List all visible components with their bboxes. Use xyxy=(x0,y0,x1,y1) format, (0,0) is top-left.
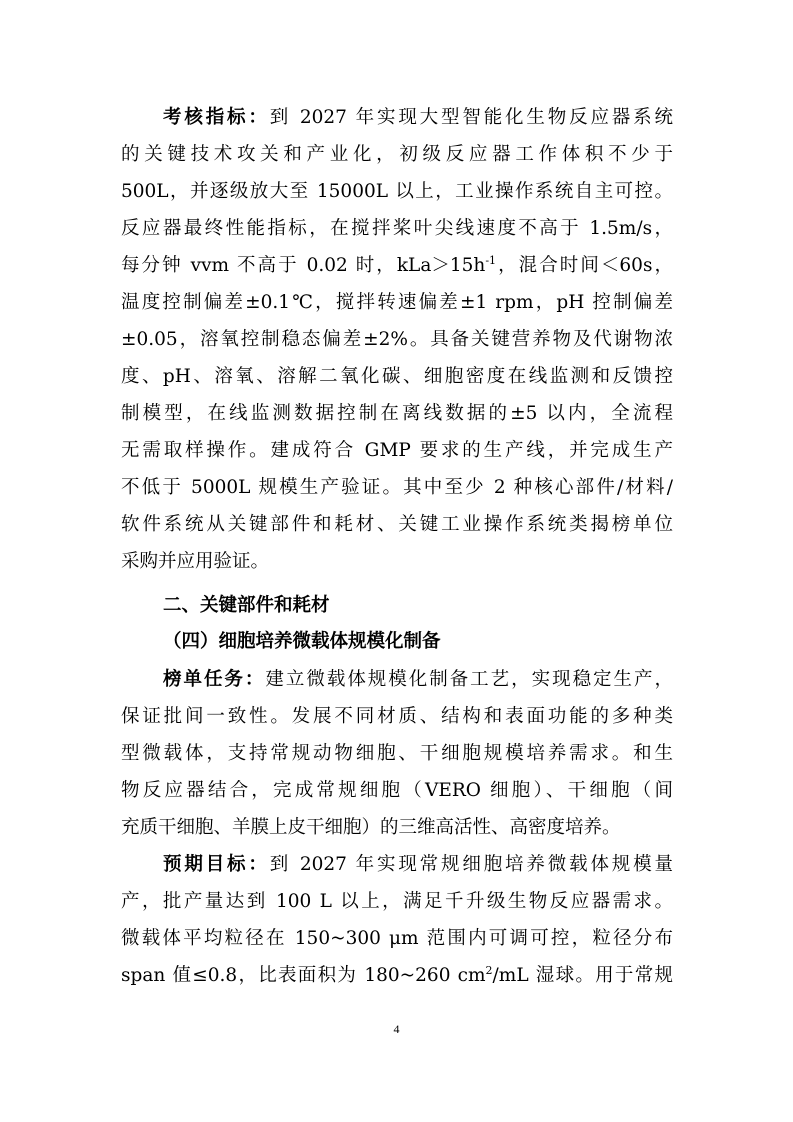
paragraph-line: 温度控制偏差±0.1℃，搅拌转速偏差±1 rpm，pH 控制偏差 xyxy=(121,292,673,313)
section-heading: 二、关键部件和耗材 xyxy=(163,595,330,616)
paragraph-line: ±0.05，溶氧控制稳态偏差±2%。具备关键营养物及代谢物浓 xyxy=(121,329,673,350)
label-colon: ： xyxy=(248,107,270,128)
paragraph-line: 采购并应用验证。 xyxy=(121,551,270,572)
paragraph-line: 保证批间一致性。发展不同材质、结构和表面功能的多种类 xyxy=(121,706,673,727)
paragraph-line: 反应器最终性能指标，在搅拌桨叶尖线速度不高于 1.5m/s， xyxy=(121,218,673,239)
paragraph-line xyxy=(163,665,673,695)
paragraph-line: 产，批产量达到 100 L 以上，满足千升级生物反应器需求。 xyxy=(121,891,673,912)
line-text: /mL 湿球。用于常规 xyxy=(492,965,673,986)
section-label-yuqi: 预期目标 xyxy=(163,854,249,875)
subsection-heading: （四）细胞培养微载体规模化制备 xyxy=(163,631,441,652)
paragraph-line: 物反应器结合，完成常规细胞（VERO 细胞）、干细胞（间 xyxy=(121,780,673,801)
paragraph-line xyxy=(121,251,673,281)
label-colon: ： xyxy=(248,854,270,875)
section-label-kaohe: 考核指标 xyxy=(163,107,249,128)
label-colon: ： xyxy=(244,669,266,690)
paragraph-line xyxy=(163,103,673,133)
page-number: 4 xyxy=(393,1022,400,1036)
paragraph-line: 不低于 5000L 规模生产验证。其中至少 2 种核心部件/材料/ xyxy=(121,477,673,498)
paragraph-line: 软件系统从关键部件和耗材、关键工业操作系统类揭榜单位 xyxy=(121,514,673,535)
paragraph-line xyxy=(121,961,673,991)
paragraph-line: 微载体平均粒径在 150~300 μm 范围内可调可控，粒径分布 xyxy=(121,928,673,949)
paragraph-line: 度、pH、溶氧、溶解二氧化碳、细胞密度在线监测和反馈控 xyxy=(121,366,673,387)
paragraph-line: 500L，并逐级放大至 15000L 以上，工业操作系统自主可控。 xyxy=(121,181,673,202)
superscript: -1 xyxy=(485,253,497,267)
paragraph-line: 无需取样操作。建成符合 GMP 要求的生产线，并完成生产 xyxy=(121,440,673,461)
paragraph-line: 型微载体，支持常规动物细胞、干细胞规模培养需求。和生 xyxy=(121,743,673,764)
section-label-bangdan: 榜单任务 xyxy=(163,669,245,690)
paragraph-line: 制模型，在线监测数据控制在离线数据的±5 以内，全流程 xyxy=(121,403,673,424)
line-text: ，混合时间＜60s， xyxy=(496,255,674,276)
paragraph-line: 的关键技术攻关和产业化，初级反应器工作体积不少于 xyxy=(121,144,673,165)
paragraph-line: 充质干细胞、羊膜上皮干细胞）的三维高活性、高密度培养。 xyxy=(121,817,621,838)
line-text: 每分钟 vvm 不高于 0.02 时，kLa＞15h xyxy=(121,255,486,276)
line-text: 建立微载体规模化制备工艺，实现稳定生产， xyxy=(265,669,673,690)
paragraph-line xyxy=(163,850,673,880)
line-text: 到 2027 年实现常规细胞培养微载体规模量 xyxy=(269,854,673,875)
line-text: 到 2027 年实现大型智能化生物反应器系统 xyxy=(269,107,673,128)
line-text: span 值≤0.8，比表面积为 180~260 cm xyxy=(121,965,486,986)
superscript: 2 xyxy=(485,963,493,977)
